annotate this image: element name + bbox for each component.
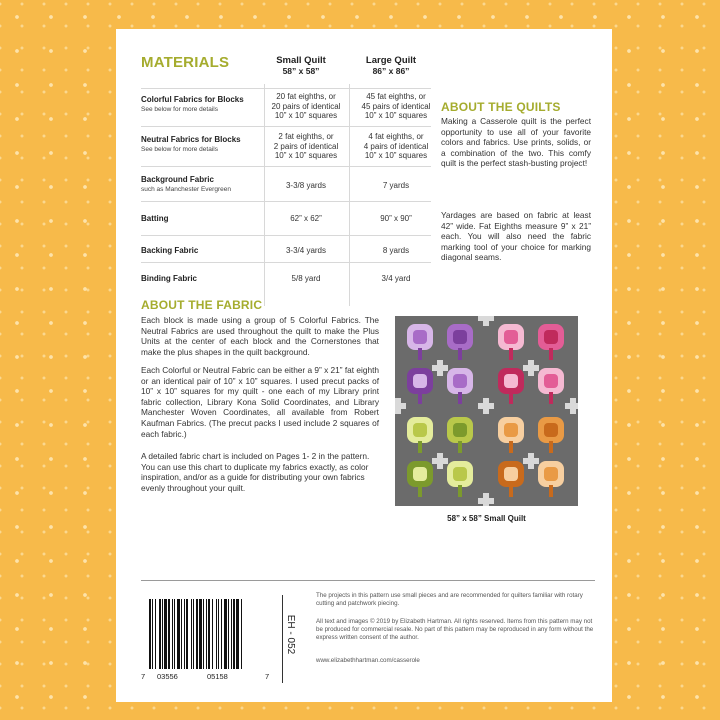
pattern-back-cover — [116, 29, 612, 702]
barcode-bar — [233, 599, 235, 669]
large-value: 90” x 90” — [380, 214, 412, 223]
barcode-digit: 05158 — [207, 672, 228, 681]
barcode-bar — [231, 599, 232, 669]
quilt-flower-stem — [458, 392, 462, 404]
quilt-flower-center — [504, 423, 518, 437]
quilt-cornerstone — [395, 403, 406, 409]
barcode-bar — [181, 599, 182, 669]
footer-divider — [141, 580, 595, 581]
footer-note: The projects in this pattern use small pieces and are recommended for quilters familiar with rotary cutting and patchwork piecing. — [316, 592, 583, 608]
footer-copyright: All text and images © 2019 by Elizabeth Hartman. All rights reserved. Items from this pattern may not be produced for commercial resale. No part of this pattern may be reproduced in any form without the express written consent of the author. — [316, 618, 594, 642]
quilt-cornerstone — [478, 403, 494, 409]
barcode-bar — [221, 599, 222, 669]
table-row — [141, 201, 431, 236]
row-label: Batting — [141, 214, 169, 223]
small-value: 20 fat eighths, or 20 pairs of identical 10” x 10” squares — [271, 92, 341, 120]
barcode-bar — [228, 599, 229, 669]
quilt-flower-stem — [458, 441, 462, 453]
quilt-flower-stem — [549, 392, 553, 404]
quilt-plus — [523, 365, 539, 371]
about-fabric-paragraph-2: Each Colorful or Neutral Fabric can be either a 9” x 21” fat eighth or an identical pair of 10” x 10” squares. I used precut packs of 10” x 10” squares for my quilt - one each of my Library print fabric collection, Library Kona Solid Coordinates, and Library Manchester Woven Coordinates, all available from Robert Kaufman Fabrics. (The precut packs I used include 2 squares of each fabric.) — [141, 365, 379, 439]
about-quilts-heading: ABOUT THE QUILTS — [441, 100, 561, 114]
barcode-bar — [152, 599, 153, 669]
quilt-flower-stem — [509, 441, 513, 453]
row-sublabel: See below for more details — [141, 146, 218, 153]
quilt-cornerstone — [565, 403, 578, 409]
table-row — [141, 166, 431, 202]
materials-heading: MATERIALS — [141, 54, 230, 71]
small-value: 5/8 yard — [291, 274, 321, 283]
quilt-flower-stem — [509, 348, 513, 360]
table-row — [141, 88, 431, 127]
small-value: 3-3/8 yards — [285, 181, 327, 190]
row-label: Binding Fabric — [141, 274, 197, 283]
large-quilt-label: Large Quilt — [365, 55, 417, 66]
row-label: Colorful Fabrics for Blocks — [141, 95, 244, 104]
large-value: 3/4 yard — [381, 274, 411, 283]
quilt-photo — [395, 316, 578, 506]
small-quilt-label: Small Quilt — [276, 55, 326, 66]
large-quilt-column-header — [346, 55, 436, 77]
quilt-plus — [432, 458, 448, 464]
table-row — [141, 235, 431, 263]
barcode-bar — [206, 599, 207, 669]
small-value: 62” x 62” — [290, 214, 322, 223]
barcode-bar — [159, 599, 161, 669]
quilt-flower-stem — [509, 392, 513, 404]
barcode-bar — [168, 599, 170, 669]
about-quilts-yardage-paragraph: Yardages are based on fabric at least 42” wide. Fat Eighths measure 9” x 21” each. You will also need the fabric marking tool of your choice for marking diagonal seams. — [441, 210, 591, 263]
about-quilts-paragraph: Making a Casserole quilt is the perfect opportunity to use all of your favorite colors and fabrics. Use prints, solids, or a combination of the two. This comfy quilt is the perfect stash-busting project! — [441, 116, 591, 169]
barcode-digit: 03556 — [157, 672, 178, 681]
barcode-bar — [218, 599, 219, 669]
quilt-flower-center — [413, 423, 427, 437]
quilt-flower-center — [504, 374, 518, 388]
quilt-flower-stem — [418, 485, 422, 497]
quilt-flower-center — [504, 330, 518, 344]
quilt-flower-center — [413, 330, 427, 344]
quilt-flower-stem — [509, 485, 513, 497]
barcode-bar — [224, 599, 227, 669]
quilt-flower-stem — [458, 348, 462, 360]
barcode-bar — [196, 599, 198, 669]
quilt-flower-stem — [549, 348, 553, 360]
row-sublabel: such as Manchester Evergreen — [141, 186, 231, 193]
large-value: 45 fat eighths, or 45 pairs of identical 10” x 10” squares — [361, 92, 431, 120]
table-row — [141, 126, 431, 167]
quilt-caption: 58” x 58” Small Quilt — [447, 514, 526, 523]
quilt-flower-stem — [418, 441, 422, 453]
footer-url: www.elizabethhartman.com/casserole — [316, 657, 420, 664]
quilt-plus — [432, 365, 448, 371]
small-quilt-column-header — [256, 55, 346, 77]
barcode-bar — [184, 599, 185, 669]
barcode-bar — [199, 599, 202, 669]
quilt-flower-center — [544, 467, 558, 481]
quilt-flower-stem — [458, 485, 462, 497]
quilt-flower-center — [453, 374, 467, 388]
small-value: 2 fat eighths, or 2 pairs of identical 10” x 10” squares — [273, 132, 339, 160]
sku-text: EH - 052 — [285, 614, 297, 655]
quilt-flower-center — [413, 467, 427, 481]
quilt-flower-center — [453, 330, 467, 344]
quilt-flower-stem — [549, 441, 553, 453]
barcode-bar — [191, 599, 192, 669]
about-fabric-paragraph-3: A detailed fabric chart is included on Pages 1- 2 in the pattern. You can use this chart to duplicate my fabrics exactly, as color inspiration, and/or as a guide for distributing your own fabrics evenly throughout your quilt. — [141, 451, 370, 493]
row-label: Background Fabric — [141, 175, 214, 184]
quilt-flower-center — [413, 374, 427, 388]
barcode-bar — [172, 599, 173, 669]
barcode-bar — [193, 599, 194, 669]
barcode-bar — [186, 599, 188, 669]
row-label: Neutral Fabrics for Blocks — [141, 135, 241, 144]
barcode-bar — [241, 599, 242, 669]
barcode-bar — [162, 599, 163, 669]
sku-label — [282, 595, 305, 683]
quilt-flower-stem — [418, 392, 422, 404]
quilt-flower-center — [544, 374, 558, 388]
small-quilt-dimensions: 58” x 58” — [282, 66, 320, 76]
barcode-digit: 7 — [265, 672, 270, 681]
barcode-bar — [174, 599, 175, 669]
quilt-flower-stem — [549, 485, 553, 497]
barcode-bar — [149, 599, 151, 669]
quilt-flower-center — [504, 467, 518, 481]
quilt-flower-center — [453, 423, 467, 437]
barcode-bar — [164, 599, 167, 669]
barcode-bar — [236, 599, 239, 669]
quilt-cornerstone — [478, 316, 494, 321]
barcode-digits — [141, 672, 274, 684]
row-sublabel: See below for more details — [141, 106, 218, 113]
barcode-digit: 7 — [141, 672, 146, 681]
barcode-bar — [212, 599, 213, 669]
barcode-bar — [203, 599, 204, 669]
quilt-flower-stem — [418, 348, 422, 360]
quilt-flower-center — [453, 467, 467, 481]
about-fabric-heading: ABOUT THE FABRIC — [141, 298, 263, 312]
quilt-flower-center — [544, 423, 558, 437]
barcode-bar — [208, 599, 210, 669]
barcode-bar — [177, 599, 180, 669]
quilt-plus — [523, 458, 539, 464]
quilt-cornerstone — [478, 498, 494, 504]
barcode-image — [141, 595, 274, 683]
large-value: 4 fat eighths, or 4 pairs of identical 10” x 10” squares — [363, 132, 429, 160]
row-label: Backing Fabric — [141, 246, 199, 255]
large-quilt-dimensions: 86” x 86” — [372, 66, 410, 76]
barcode-bar — [155, 599, 156, 669]
about-fabric-paragraph-1: Each block is made using a group of 5 Colorful Fabrics. The Neutral Fabrics are used throughout the quilt to make the Plus Units at the center of each block and the Cornerstones that make the plus shapes in the quilt background. — [141, 315, 379, 357]
quilt-flower-center — [544, 330, 558, 344]
large-value: 7 yards — [382, 181, 410, 190]
large-value: 8 yards — [382, 246, 410, 255]
barcode-bar — [216, 599, 217, 669]
small-value: 3-3/4 yards — [285, 246, 327, 255]
